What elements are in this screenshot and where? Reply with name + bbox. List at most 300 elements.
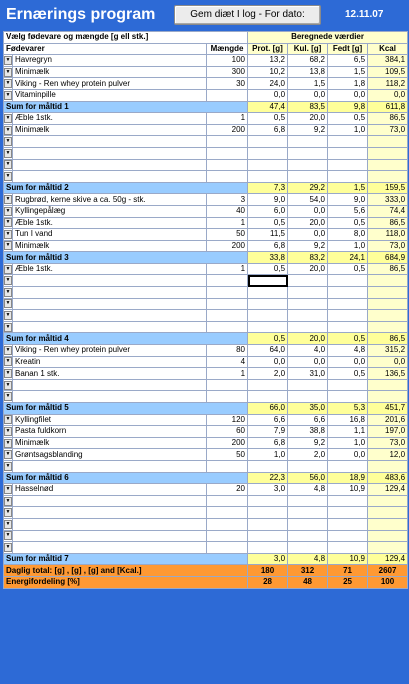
- daily-total-carbs: 312: [288, 565, 328, 577]
- amount-cell[interactable]: [207, 530, 248, 542]
- food-row: [4, 78, 408, 90]
- protein-cell: [248, 379, 288, 391]
- kcal-cell: [368, 321, 408, 333]
- food-row: [4, 171, 408, 183]
- food-select-dropdown[interactable]: [4, 379, 13, 391]
- kcal-cell: 12,0: [368, 449, 408, 461]
- food-select-dropdown[interactable]: [4, 495, 13, 507]
- meal-sum-kcal: 483,6: [368, 472, 408, 484]
- food-name-cell[interactable]: [13, 460, 207, 472]
- amount-cell[interactable]: [207, 379, 248, 391]
- meal-sum-protein: 3,0: [248, 553, 288, 565]
- food-select-dropdown[interactable]: [4, 310, 13, 322]
- carbs-cell: 0,0: [288, 205, 328, 217]
- kcal-cell: [368, 495, 408, 507]
- food-select-dropdown[interactable]: [4, 542, 13, 554]
- food-select-dropdown[interactable]: [4, 287, 13, 299]
- fat-cell: [328, 159, 368, 171]
- fat-cell: 4,8: [328, 345, 368, 357]
- meal-sum-protein: 0,5: [248, 333, 288, 345]
- food-name-cell[interactable]: [13, 321, 207, 333]
- fat-cell: 5,6: [328, 205, 368, 217]
- protein-cell: 6,8: [248, 124, 288, 136]
- food-name-cell[interactable]: Vitaminpille: [13, 89, 207, 101]
- kcal-cell: 86,5: [368, 263, 408, 275]
- food-row: [4, 426, 408, 438]
- carbs-cell: 38,8: [288, 426, 328, 438]
- food-select-dropdown[interactable]: [4, 263, 13, 275]
- kcal-cell: 73,0: [368, 124, 408, 136]
- carbs-cell: 20,0: [288, 217, 328, 229]
- food-row: [4, 124, 408, 136]
- food-select-dropdown[interactable]: [4, 345, 13, 357]
- fat-cell: [328, 147, 368, 159]
- meal-sum-kcal: 86,5: [368, 333, 408, 345]
- dropdown-arrow-icon[interactable]: ▼: [5, 242, 11, 249]
- kcal-cell: 129,4: [368, 484, 408, 496]
- food-name-cell[interactable]: Havregryn: [13, 55, 207, 67]
- food-select-dropdown[interactable]: [4, 136, 13, 148]
- meal-sum-fat: 10,9: [328, 553, 368, 565]
- food-row: [4, 240, 408, 252]
- food-select-dropdown[interactable]: [4, 426, 13, 438]
- table-header-row-1: [4, 32, 408, 44]
- computed-values-label: Beregnede værdier: [248, 32, 408, 44]
- energy-distribution-protein: 28: [248, 576, 288, 588]
- dropdown-arrow-icon[interactable]: ▼: [5, 80, 11, 87]
- amount-cell[interactable]: 30: [207, 78, 248, 90]
- food-name-cell[interactable]: Æble 1stk.: [13, 263, 207, 275]
- dropdown-arrow-icon[interactable]: ▼: [5, 68, 11, 75]
- amount-cell[interactable]: [207, 391, 248, 403]
- fat-cell: [328, 310, 368, 322]
- meal-sum-label: Sum for måltid 4: [4, 333, 248, 345]
- food-row: [4, 287, 408, 299]
- amount-cell[interactable]: 40: [207, 205, 248, 217]
- dropdown-arrow-icon[interactable]: ▼: [5, 520, 11, 527]
- amount-cell[interactable]: [207, 542, 248, 554]
- dropdown-arrow-icon[interactable]: ▼: [5, 358, 11, 365]
- protein-cell: [248, 298, 288, 310]
- kcal-cell: 118,0: [368, 229, 408, 241]
- carbs-cell: [288, 518, 328, 530]
- food-select-dropdown[interactable]: [4, 147, 13, 159]
- dropdown-arrow-icon[interactable]: ▼: [5, 91, 11, 98]
- fat-cell: 1,0: [328, 437, 368, 449]
- protein-cell: 0,0: [248, 89, 288, 101]
- meal-sum-kcal: 159,5: [368, 182, 408, 194]
- food-select-dropdown[interactable]: [4, 391, 13, 403]
- food-row: [4, 113, 408, 125]
- food-select-dropdown[interactable]: [4, 484, 13, 496]
- food-name-cell[interactable]: [13, 495, 207, 507]
- amount-cell[interactable]: [207, 287, 248, 299]
- carbs-cell: 6,6: [288, 414, 328, 426]
- dropdown-arrow-icon[interactable]: ▼: [5, 381, 11, 388]
- kcal-cell: [368, 275, 408, 287]
- amount-cell[interactable]: 20: [207, 484, 248, 496]
- dropdown-arrow-icon[interactable]: ▼: [5, 300, 11, 307]
- amount-cell[interactable]: [207, 159, 248, 171]
- food-row: [4, 298, 408, 310]
- food-name-cell[interactable]: Æble 1stk.: [13, 113, 207, 125]
- amount-cell[interactable]: 80: [207, 345, 248, 357]
- food-select-dropdown[interactable]: [4, 368, 13, 380]
- meal-sum-carbs: 83,2: [288, 252, 328, 264]
- amount-cell[interactable]: 4: [207, 356, 248, 368]
- energy-distribution-kcal: 100: [368, 576, 408, 588]
- dropdown-arrow-icon[interactable]: ▼: [5, 138, 11, 145]
- food-row: [4, 414, 408, 426]
- amount-cell[interactable]: 3: [207, 194, 248, 206]
- dropdown-arrow-icon[interactable]: ▼: [5, 370, 11, 377]
- meal-sum-kcal: 451,7: [368, 403, 408, 415]
- kcal-cell: [368, 530, 408, 542]
- kcal-cell: 74,4: [368, 205, 408, 217]
- fat-cell: 0,5: [328, 263, 368, 275]
- dropdown-arrow-icon[interactable]: ▼: [5, 439, 11, 446]
- food-name-cell[interactable]: [13, 310, 207, 322]
- dropdown-arrow-icon[interactable]: ▼: [5, 485, 11, 492]
- food-select-dropdown[interactable]: [4, 217, 13, 229]
- energy-distribution-fat: 25: [328, 576, 368, 588]
- food-select-dropdown[interactable]: [4, 171, 13, 183]
- protein-cell: 6,0: [248, 205, 288, 217]
- protein-cell: 3,0: [248, 484, 288, 496]
- carbs-cell: 0,0: [288, 356, 328, 368]
- meal-sum-fat: 5,3: [328, 403, 368, 415]
- food-row: [4, 495, 408, 507]
- kcal-cell: [368, 460, 408, 472]
- food-row: [4, 89, 408, 101]
- food-select-dropdown[interactable]: [4, 321, 13, 333]
- food-name-cell[interactable]: Minimælk: [13, 66, 207, 78]
- meal-sum-carbs: 29,2: [288, 182, 328, 194]
- food-select-dropdown[interactable]: [4, 460, 13, 472]
- fat-cell: 9,0: [328, 194, 368, 206]
- food-name-cell[interactable]: [13, 287, 207, 299]
- amount-cell[interactable]: 1: [207, 263, 248, 275]
- carbs-cell: [288, 379, 328, 391]
- meal-sum-label: Sum for måltid 7: [4, 553, 248, 565]
- amount-cell[interactable]: [207, 460, 248, 472]
- dropdown-arrow-icon[interactable]: ▼: [5, 312, 11, 319]
- fat-cell: [328, 518, 368, 530]
- carbs-cell: [288, 136, 328, 148]
- food-select-dropdown[interactable]: [4, 449, 13, 461]
- fat-cell: 0,5: [328, 368, 368, 380]
- dropdown-arrow-icon[interactable]: ▼: [5, 393, 11, 400]
- dropdown-arrow-icon[interactable]: ▼: [5, 126, 11, 133]
- food-row: [4, 55, 408, 67]
- dropdown-arrow-icon[interactable]: ▼: [5, 462, 11, 469]
- kcal-cell: 333,0: [368, 194, 408, 206]
- carbs-cell: 0,0: [288, 89, 328, 101]
- food-select-dropdown[interactable]: [4, 437, 13, 449]
- amount-cell[interactable]: 1: [207, 113, 248, 125]
- food-select-dropdown[interactable]: [4, 124, 13, 136]
- kcal-cell: [368, 379, 408, 391]
- dropdown-arrow-icon[interactable]: ▼: [5, 497, 11, 504]
- food-name-cell[interactable]: Viking - Ren whey protein pulver: [13, 78, 207, 90]
- col-header-carbs: Kul. [g]: [288, 43, 328, 55]
- carbs-cell: 31,0: [288, 368, 328, 380]
- food-row: [4, 321, 408, 333]
- table-header-row-2: [4, 43, 408, 55]
- food-row: [4, 518, 408, 530]
- save-diet-log-button[interactable]: Gem diæt I log - For dato:: [174, 5, 321, 25]
- food-name-cell[interactable]: Minimælk: [13, 437, 207, 449]
- food-select-dropdown[interactable]: [4, 414, 13, 426]
- amount-cell[interactable]: [207, 495, 248, 507]
- protein-cell: [248, 530, 288, 542]
- food-name-cell[interactable]: [13, 275, 207, 287]
- food-name-cell[interactable]: [13, 171, 207, 183]
- fat-cell: [328, 287, 368, 299]
- meal-sum-row: [4, 403, 408, 415]
- carbs-cell: 4,0: [288, 345, 328, 357]
- fat-cell: 8,0: [328, 229, 368, 241]
- meal-sum-kcal: 684,9: [368, 252, 408, 264]
- food-name-cell[interactable]: [13, 136, 207, 148]
- protein-cell: [248, 287, 288, 299]
- protein-cell: 0,5: [248, 263, 288, 275]
- protein-cell: [248, 460, 288, 472]
- protein-cell: 6,6: [248, 414, 288, 426]
- dropdown-arrow-icon[interactable]: ▼: [5, 288, 11, 295]
- carbs-cell: [288, 275, 328, 287]
- meal-sum-label: Sum for måltid 6: [4, 472, 248, 484]
- protein-cell: [248, 518, 288, 530]
- protein-cell: 0,5: [248, 113, 288, 125]
- fat-cell: [328, 321, 368, 333]
- food-select-dropdown[interactable]: [4, 55, 13, 67]
- fat-cell: [328, 379, 368, 391]
- carbs-cell: [288, 171, 328, 183]
- amount-cell[interactable]: [207, 518, 248, 530]
- protein-cell: 7,9: [248, 426, 288, 438]
- carbs-cell: 1,5: [288, 78, 328, 90]
- meal-sum-label: Sum for måltid 5: [4, 403, 248, 415]
- app-title: Ernærings program: [6, 6, 156, 23]
- amount-cell[interactable]: [207, 298, 248, 310]
- food-select-dropdown[interactable]: [4, 66, 13, 78]
- amount-cell[interactable]: [207, 89, 248, 101]
- food-select-dropdown[interactable]: [4, 356, 13, 368]
- protein-cell: 0,5: [248, 217, 288, 229]
- food-name-cell[interactable]: Pasta fuldkorn: [13, 426, 207, 438]
- food-name-cell[interactable]: [13, 298, 207, 310]
- amount-cell[interactable]: 50: [207, 449, 248, 461]
- meal-sum-protein: 22,3: [248, 472, 288, 484]
- food-name-cell[interactable]: Kyllingfilet: [13, 414, 207, 426]
- carbs-cell: [288, 460, 328, 472]
- col-header-kcal: Kcal: [368, 43, 408, 55]
- carbs-cell: [288, 542, 328, 554]
- dropdown-arrow-icon[interactable]: ▼: [5, 543, 11, 550]
- food-select-dropdown[interactable]: [4, 298, 13, 310]
- amount-cell[interactable]: 120: [207, 414, 248, 426]
- carbs-cell: 9,2: [288, 124, 328, 136]
- amount-cell[interactable]: 200: [207, 124, 248, 136]
- dropdown-arrow-icon[interactable]: ▼: [5, 219, 11, 226]
- food-name-cell[interactable]: Rugbrød, kerne skive a ca. 50g - stk.: [13, 194, 207, 206]
- food-row: [4, 542, 408, 554]
- dropdown-arrow-icon[interactable]: ▼: [5, 196, 11, 203]
- amount-cell[interactable]: [207, 507, 248, 519]
- amount-cell[interactable]: [207, 147, 248, 159]
- food-name-cell[interactable]: Banan 1 stk.: [13, 368, 207, 380]
- dropdown-arrow-icon[interactable]: ▼: [5, 416, 11, 423]
- protein-cell: 10,2: [248, 66, 288, 78]
- protein-cell: [248, 495, 288, 507]
- food-name-cell[interactable]: Minimælk: [13, 240, 207, 252]
- kcal-cell: [368, 542, 408, 554]
- protein-cell: 2,0: [248, 368, 288, 380]
- food-name-cell[interactable]: [13, 542, 207, 554]
- amount-cell[interactable]: [207, 171, 248, 183]
- fat-cell: [328, 391, 368, 403]
- carbs-cell: [288, 147, 328, 159]
- fat-cell: 0,0: [328, 89, 368, 101]
- food-select-dropdown[interactable]: [4, 78, 13, 90]
- carbs-cell: [288, 507, 328, 519]
- food-select-dropdown[interactable]: [4, 518, 13, 530]
- amount-cell[interactable]: 60: [207, 426, 248, 438]
- fat-cell: 6,5: [328, 55, 368, 67]
- food-name-cell[interactable]: [13, 518, 207, 530]
- dropdown-arrow-icon[interactable]: ▼: [5, 277, 11, 284]
- fat-cell: 1,0: [328, 124, 368, 136]
- meal-sum-protein: 33,8: [248, 252, 288, 264]
- carbs-cell: [288, 530, 328, 542]
- food-select-dropdown[interactable]: [4, 113, 13, 125]
- dropdown-arrow-icon[interactable]: ▼: [5, 451, 11, 458]
- food-name-cell[interactable]: [13, 379, 207, 391]
- food-select-dropdown[interactable]: [4, 240, 13, 252]
- dropdown-arrow-icon[interactable]: ▼: [5, 346, 11, 353]
- dropdown-arrow-icon[interactable]: ▼: [5, 172, 11, 179]
- food-name-cell[interactable]: Minimælk: [13, 124, 207, 136]
- food-select-dropdown[interactable]: [4, 89, 13, 101]
- dropdown-arrow-icon[interactable]: ▼: [5, 161, 11, 168]
- dropdown-arrow-icon[interactable]: ▼: [5, 323, 11, 330]
- amount-cell[interactable]: [207, 136, 248, 148]
- amount-cell[interactable]: 200: [207, 437, 248, 449]
- kcal-cell: [368, 171, 408, 183]
- food-select-dropdown[interactable]: [4, 507, 13, 519]
- food-name-cell[interactable]: Æble 1stk.: [13, 217, 207, 229]
- dropdown-arrow-icon[interactable]: ▼: [5, 56, 11, 63]
- daily-total-fat: 71: [328, 565, 368, 577]
- food-row: [4, 194, 408, 206]
- amount-cell[interactable]: 1: [207, 368, 248, 380]
- amount-cell[interactable]: [207, 321, 248, 333]
- food-name-cell[interactable]: [13, 530, 207, 542]
- food-select-dropdown[interactable]: [4, 275, 13, 287]
- amount-cell[interactable]: [207, 310, 248, 322]
- amount-cell[interactable]: 100: [207, 55, 248, 67]
- amount-cell[interactable]: 1: [207, 217, 248, 229]
- food-name-cell[interactable]: Grøntsagsblanding: [13, 449, 207, 461]
- food-name-cell[interactable]: [13, 159, 207, 171]
- food-row: [4, 345, 408, 357]
- dropdown-arrow-icon[interactable]: ▼: [5, 265, 11, 272]
- amount-cell[interactable]: [207, 275, 248, 287]
- meal-sum-fat: 9,8: [328, 101, 368, 113]
- dropdown-arrow-icon[interactable]: ▼: [5, 207, 11, 214]
- kcal-cell: 73,0: [368, 437, 408, 449]
- carbs-cell: 0,0: [288, 229, 328, 241]
- protein-cell: [248, 391, 288, 403]
- protein-cell: 64,0: [248, 345, 288, 357]
- amount-cell[interactable]: 300: [207, 66, 248, 78]
- dropdown-arrow-icon[interactable]: ▼: [5, 532, 11, 539]
- protein-cell: 11,5: [248, 229, 288, 241]
- select-food-label: Vælg fødevare og mængde [g ell stk.]: [4, 32, 248, 44]
- food-select-dropdown[interactable]: [4, 229, 13, 241]
- amount-cell[interactable]: 50: [207, 229, 248, 241]
- amount-cell[interactable]: 200: [207, 240, 248, 252]
- kcal-cell: 0,0: [368, 89, 408, 101]
- food-name-cell[interactable]: Viking - Ren whey protein pulver: [13, 345, 207, 357]
- daily-total-row: [4, 565, 408, 577]
- log-date[interactable]: 12.11.07: [345, 9, 384, 20]
- meal-sum-carbs: 20,0: [288, 333, 328, 345]
- carbs-cell: 13,8: [288, 66, 328, 78]
- meal-sum-row: [4, 252, 408, 264]
- food-select-dropdown[interactable]: [4, 159, 13, 171]
- food-name-cell[interactable]: Tun I vand: [13, 229, 207, 241]
- food-name-cell[interactable]: [13, 391, 207, 403]
- food-name-cell[interactable]: Hasselnød: [13, 484, 207, 496]
- nutrition-table: [3, 31, 408, 589]
- daily-total-label: Daglig total: [g] , [g] , [g] and [Kcal.]: [4, 565, 248, 577]
- kcal-cell: [368, 298, 408, 310]
- food-select-dropdown[interactable]: [4, 194, 13, 206]
- kcal-cell: 86,5: [368, 217, 408, 229]
- kcal-cell: [368, 136, 408, 148]
- meal-sum-carbs: 83,5: [288, 101, 328, 113]
- carbs-cell: [288, 321, 328, 333]
- carbs-cell: [288, 391, 328, 403]
- food-row: [4, 437, 408, 449]
- dropdown-arrow-icon[interactable]: ▼: [5, 509, 11, 516]
- carbs-cell: 2,0: [288, 449, 328, 461]
- fat-cell: 0,5: [328, 217, 368, 229]
- fat-cell: [328, 136, 368, 148]
- dropdown-arrow-icon[interactable]: ▼: [5, 230, 11, 237]
- food-name-cell[interactable]: Kreatin: [13, 356, 207, 368]
- kcal-cell: 109,5: [368, 66, 408, 78]
- kcal-cell: 118,2: [368, 78, 408, 90]
- dropdown-arrow-icon[interactable]: ▼: [5, 427, 11, 434]
- carbs-cell: [288, 159, 328, 171]
- food-select-dropdown[interactable]: [4, 205, 13, 217]
- kcal-cell: [368, 147, 408, 159]
- protein-cell: [248, 542, 288, 554]
- food-name-cell[interactable]: Kyllingepålæg: [13, 205, 207, 217]
- food-select-dropdown[interactable]: [4, 530, 13, 542]
- protein-cell: 13,2: [248, 55, 288, 67]
- food-name-cell[interactable]: [13, 147, 207, 159]
- food-name-cell[interactable]: [13, 507, 207, 519]
- dropdown-arrow-icon[interactable]: ▼: [5, 149, 11, 156]
- dropdown-arrow-icon[interactable]: ▼: [5, 114, 11, 121]
- fat-cell: 1,1: [328, 426, 368, 438]
- carbs-cell: [288, 287, 328, 299]
- meal-sum-fat: 0,5: [328, 333, 368, 345]
